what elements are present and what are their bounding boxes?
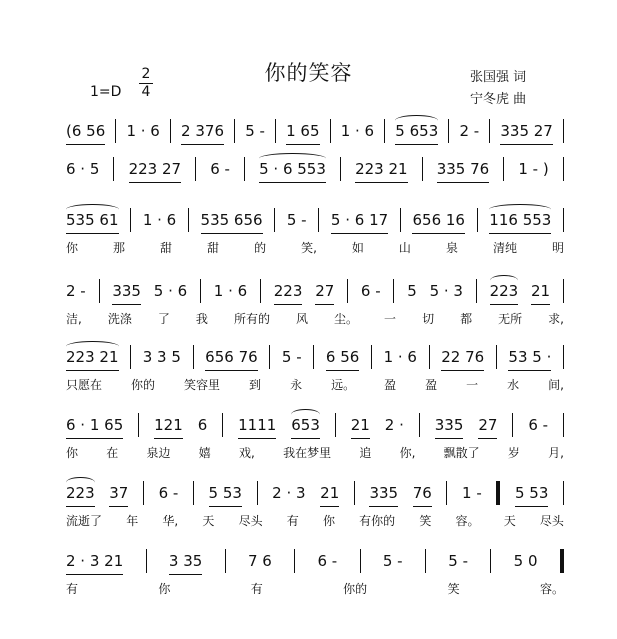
lyric-word: 了 — [157, 312, 170, 326]
notes-line — [66, 276, 564, 306]
note-group: 116 553 — [489, 207, 551, 234]
bar-line — [313, 345, 314, 369]
lyric-word: 尽头 — [539, 514, 564, 528]
note-group: 22 76 — [441, 344, 484, 371]
note-group: 223 21 — [355, 156, 408, 183]
bar-line — [330, 119, 331, 143]
notes-line — [66, 410, 564, 440]
lyric-word: 你的 — [343, 582, 368, 596]
bar-line — [130, 345, 131, 369]
bar-line — [146, 549, 147, 573]
note-group: 535 61 — [66, 207, 119, 234]
lyricist-credit: 张国强 词 — [470, 70, 527, 85]
bar-line — [400, 208, 401, 232]
note-group: 27 — [315, 278, 334, 305]
composer-credit: 宁冬虎 曲 — [470, 92, 527, 107]
note-group: 6 - — [528, 416, 549, 434]
note-group: 223 — [274, 278, 303, 305]
lyrics-line — [66, 580, 564, 598]
note-group: 6 56 — [326, 344, 359, 371]
lyric-word: 你 — [66, 241, 79, 255]
bar-line — [193, 345, 194, 369]
lyric-word: 在 — [106, 446, 119, 460]
bar-line — [113, 157, 114, 181]
note-group: 656 76 — [205, 344, 258, 371]
bar-line — [429, 345, 430, 369]
bar-line — [170, 119, 171, 143]
bar-line — [512, 413, 513, 437]
lyric-word: 你 — [158, 582, 171, 596]
note-group: 1 65 — [286, 118, 319, 145]
note-group: 335 76 — [437, 156, 490, 183]
lyric-word: 笑, — [301, 241, 317, 255]
bar-line — [563, 157, 564, 181]
bar-line — [225, 549, 226, 573]
note-group: (6 56 — [66, 118, 105, 145]
note-group: 5 · 6 17 — [331, 207, 388, 234]
score-row — [66, 154, 564, 210]
bar-line — [496, 345, 497, 369]
lyric-word: 甜 — [207, 241, 220, 255]
bar-line — [275, 119, 276, 143]
bar-line — [234, 119, 235, 143]
note-group: 76 — [413, 480, 432, 507]
note-group: 223 21 — [66, 344, 119, 371]
bar-line — [419, 413, 420, 437]
score-row — [66, 410, 564, 466]
bar-line — [294, 549, 295, 573]
lyric-word: 清纯 — [492, 241, 517, 255]
lyric-word: 水 — [507, 378, 520, 392]
lyric-word: 岁 — [507, 446, 520, 460]
lyric-word: 求, — [548, 312, 564, 326]
lyrics-line — [66, 444, 564, 462]
bar-line — [563, 208, 564, 232]
lyrics-line — [66, 310, 564, 328]
lyric-word: 盈 — [384, 378, 397, 392]
lyric-word: 都 — [460, 312, 473, 326]
note-group: 21 — [351, 412, 370, 439]
lyric-word: 间, — [548, 378, 564, 392]
bar-line — [347, 279, 348, 303]
note-group: 37 — [109, 480, 128, 507]
lyric-word: 月, — [548, 446, 564, 460]
lyric-word: 你 — [66, 446, 79, 460]
bar-line — [193, 481, 194, 505]
note-group: 2 - — [66, 282, 86, 300]
note-group: 1 · 6 — [383, 348, 417, 366]
lyric-word: 笑容里 — [184, 378, 221, 392]
note-group: 5 - — [281, 348, 302, 366]
bar-line — [446, 481, 447, 505]
bar-line — [274, 208, 275, 232]
bar-line — [130, 208, 131, 232]
lyric-word: 尘。 — [334, 312, 359, 326]
lyric-word: 的 — [254, 241, 267, 255]
bar-line — [563, 413, 564, 437]
lyric-word: 笑 — [447, 582, 460, 596]
lyric-word: 永 — [290, 378, 303, 392]
lyric-word: 天 — [202, 514, 215, 528]
note-group: 335 — [435, 412, 464, 439]
double-bar-line — [560, 549, 564, 573]
note-group: 6 - — [210, 160, 230, 178]
lyric-word: 明 — [551, 241, 564, 255]
bar-line — [489, 119, 490, 143]
lyrics-line — [66, 239, 564, 257]
note-group: 2 - — [459, 122, 480, 140]
note-group: 5 0 — [513, 552, 538, 570]
bar-line — [195, 157, 196, 181]
time-signature-top: 2 — [141, 66, 151, 82]
lyric-word: 你 — [322, 514, 335, 528]
note-group: 223 — [490, 278, 519, 305]
note-group: 1111 — [238, 412, 276, 439]
lyric-word: 只愿在 — [66, 378, 103, 392]
note-group: 5 53 — [209, 480, 242, 507]
lyric-word: 泉边 — [146, 446, 171, 460]
lyric-word: 风 — [295, 312, 308, 326]
note-group: 5 - — [286, 211, 307, 229]
lyric-word: 你的 — [131, 378, 156, 392]
lyric-word: 有 — [286, 514, 299, 528]
bar-line — [260, 279, 261, 303]
note-group: 2 · 3 21 — [66, 548, 123, 575]
lyric-word: 有你的 — [359, 514, 396, 528]
bar-line — [318, 208, 319, 232]
bar-line — [563, 345, 564, 369]
lyric-word: 一 — [466, 378, 479, 392]
lyric-word: 洗涤 — [107, 312, 132, 326]
lyric-word: 所有的 — [233, 312, 270, 326]
note-group: 335 — [369, 480, 398, 507]
note-group: 1 - — [462, 484, 482, 502]
note-group: 6 · 5 — [66, 160, 100, 178]
bar-line — [138, 413, 139, 437]
lyric-word: 你, — [399, 446, 416, 460]
note-group: 6 - — [360, 282, 381, 300]
note-group: 27 — [478, 412, 497, 439]
lyric-word: 无所 — [498, 312, 523, 326]
lyrics-line — [66, 188, 564, 206]
time-signature-bottom: 4 — [141, 84, 151, 100]
note-group: 1 · 6 — [213, 282, 248, 300]
bar-line — [340, 157, 341, 181]
notes-line — [66, 546, 564, 576]
bar-line — [477, 208, 478, 232]
notes-line — [66, 205, 564, 235]
score-row — [66, 276, 564, 332]
lyric-word: 流逝了 — [66, 514, 103, 528]
note-group: 223 — [66, 480, 95, 507]
note-group: 2 376 — [181, 118, 224, 145]
bar-line — [269, 345, 270, 369]
lyric-word: 容。 — [539, 582, 564, 596]
note-group: 3 35 — [169, 548, 202, 575]
lyric-word: 山 — [398, 241, 411, 255]
lyric-word: 飘散了 — [443, 446, 480, 460]
note-group: 653 — [291, 412, 320, 439]
lyric-word: 华, — [162, 514, 179, 528]
notes-line — [66, 116, 564, 146]
bar-line — [200, 279, 201, 303]
double-bar-line — [496, 481, 500, 505]
bar-line — [563, 481, 564, 505]
note-group: 2 · — [384, 416, 404, 434]
lyric-word: 一 — [384, 312, 397, 326]
note-group: 1 · 6 — [126, 122, 160, 140]
time-signature — [138, 66, 154, 101]
score-row — [66, 478, 564, 534]
lyric-word: 泉 — [445, 241, 458, 255]
bar-line — [425, 549, 426, 573]
bar-line — [257, 481, 258, 505]
lyric-word: 洁, — [66, 312, 82, 326]
note-group: 7 6 — [247, 552, 272, 570]
score-row — [66, 342, 564, 398]
bar-line — [393, 279, 394, 303]
notes-line — [66, 342, 564, 372]
bar-line — [448, 119, 449, 143]
bar-line — [354, 481, 355, 505]
note-group: 535 656 — [201, 207, 263, 234]
note-group: 121 — [154, 412, 183, 439]
note-group: 5 · 3 — [429, 282, 463, 300]
lyric-word: 嬉 — [198, 446, 211, 460]
lyrics-line — [66, 512, 564, 530]
note-group: 1 · 6 — [340, 122, 375, 140]
score-row — [66, 205, 564, 261]
lyric-word: 有 — [66, 582, 79, 596]
notes-line — [66, 154, 564, 184]
bar-line — [422, 157, 423, 181]
note-group: 6 - — [317, 552, 338, 570]
note-group: 5 - — [245, 122, 265, 140]
note-group: 5 - — [448, 552, 468, 570]
note-group: 223 27 — [129, 156, 182, 183]
bar-line — [384, 119, 385, 143]
lyric-word: 追 — [359, 446, 372, 460]
lyric-word: 我在梦里 — [283, 446, 332, 460]
note-group: 335 — [112, 278, 141, 305]
note-group: 5 — [407, 282, 417, 300]
note-group: 5 - — [382, 552, 403, 570]
bar-line — [335, 413, 336, 437]
bar-line — [244, 157, 245, 181]
bar-line — [503, 157, 504, 181]
lyric-word: 容。 — [455, 514, 480, 528]
lyric-word: 笑 — [419, 514, 432, 528]
bar-line — [476, 279, 477, 303]
lyric-word: 盈 — [425, 378, 438, 392]
note-group: 1 - ) — [518, 160, 549, 178]
score-row — [66, 546, 564, 602]
lyric-word: 有 — [250, 582, 263, 596]
note-group: 6 · 1 65 — [66, 412, 123, 439]
note-group: 6 - — [158, 484, 179, 502]
bar-line — [188, 208, 189, 232]
bar-line — [563, 279, 564, 303]
bar-line — [222, 413, 223, 437]
lyric-word: 天 — [503, 514, 516, 528]
note-group: 5 · 6 — [153, 282, 188, 300]
lyric-word: 尽头 — [238, 514, 263, 528]
lyric-word: 如 — [351, 241, 364, 255]
note-group: 6 — [197, 416, 208, 434]
bar-line — [563, 119, 564, 143]
lyric-word: 我 — [195, 312, 208, 326]
bar-line — [143, 481, 144, 505]
note-group: 335 27 — [500, 118, 553, 145]
note-group: 1 · 6 — [142, 211, 177, 229]
lyric-word: 年 — [126, 514, 139, 528]
note-group: 21 — [320, 480, 339, 507]
bar-line — [99, 279, 100, 303]
key-signature: 1=D — [90, 84, 122, 100]
song-title: 你的笑容 — [264, 61, 353, 85]
note-group: 53 5 · — [508, 344, 551, 371]
lyric-word: 到 — [249, 378, 262, 392]
bar-line — [490, 549, 491, 573]
lyric-word: 切 — [422, 312, 435, 326]
notes-line — [66, 478, 564, 508]
lyrics-line — [66, 376, 564, 394]
bar-line — [360, 549, 361, 573]
lyric-word: 甜 — [160, 241, 173, 255]
note-group: 2 · 3 — [272, 484, 306, 502]
lyric-word: 戏, — [239, 446, 255, 460]
note-group: 656 16 — [412, 207, 465, 234]
note-group: 5 53 — [515, 480, 548, 507]
bar-line — [371, 345, 372, 369]
bar-line — [115, 119, 116, 143]
note-group: 21 — [531, 278, 550, 305]
note-group: 3 3 5 — [142, 348, 181, 366]
lyric-word: 那 — [113, 241, 126, 255]
note-group: 5 653 — [395, 118, 438, 145]
note-group: 5 · 6 553 — [259, 156, 326, 183]
lyric-word: 远。 — [331, 378, 356, 392]
